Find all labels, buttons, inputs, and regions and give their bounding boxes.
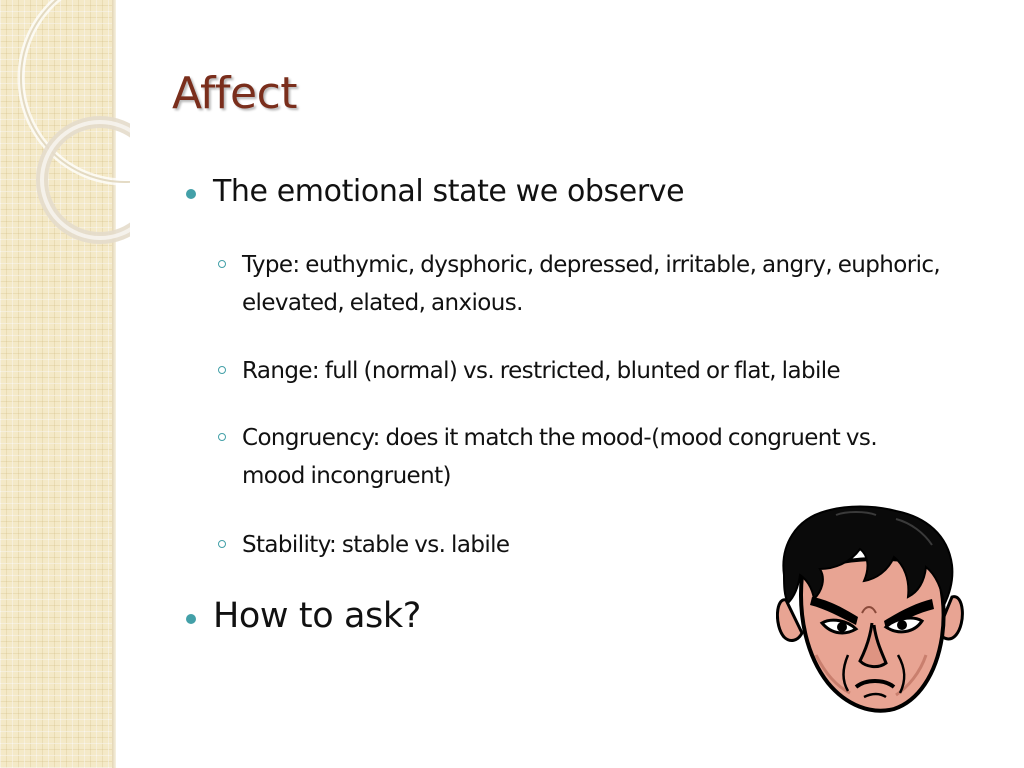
sub-bullet-ring-icon: [218, 433, 226, 441]
bullet-item: [186, 174, 684, 209]
sub-bullet-item: [218, 419, 898, 495]
sub-bullet-item: [218, 246, 988, 322]
bullet-dot-icon: [186, 614, 196, 624]
sub-bullet-item: [218, 526, 509, 564]
bullet-dot-icon: [186, 189, 196, 199]
sub-bullet-text: Type: euthymic, dysphoric, depressed, irritable, angry, euphoric, elevated, elated, anxious.: [242, 252, 941, 316]
sub-bullet-ring-icon: [218, 366, 226, 374]
sub-bullet-ring-icon: [218, 260, 226, 268]
bullet-text: The emotional state we observe: [213, 174, 685, 209]
sub-bullet-text: Stability: stable vs. labile: [242, 532, 510, 558]
sub-bullet-item: [218, 352, 1018, 390]
sub-bullet-text: Congruency: does it match the mood-(mood congruent vs. mood incongruent): [242, 425, 878, 489]
sub-bullet-ring-icon: [218, 540, 226, 548]
bullet-item: [186, 596, 421, 636]
sub-bullet-text: Range: full (normal) vs. restricted, blunted or flat, labile: [242, 358, 841, 384]
angry-face-illustration: [776, 505, 964, 720]
slide-title: Affect: [172, 68, 298, 119]
bullet-text: How to ask?: [213, 596, 421, 636]
